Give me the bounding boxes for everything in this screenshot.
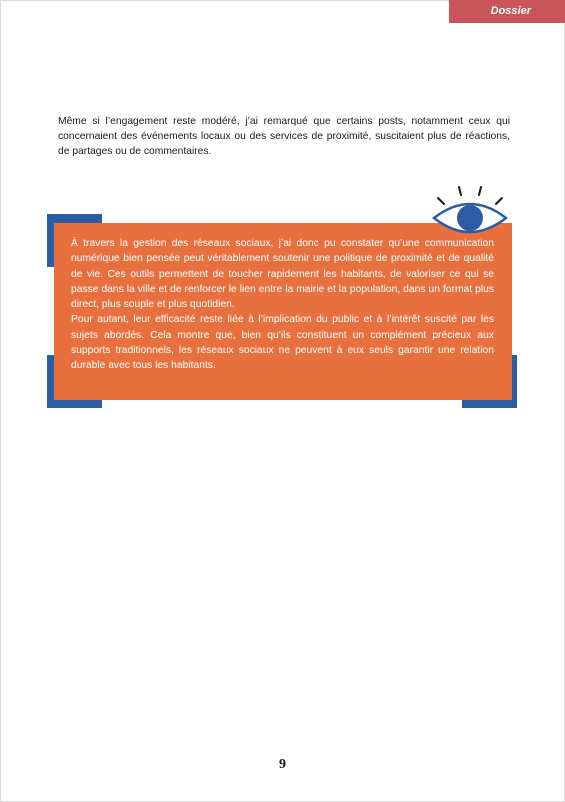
section-tab: Dossier <box>449 0 565 23</box>
highlight-paragraph-2: Pour autant, leur efficacité reste liée à l’implication du public et à l’intérêt suscité par les sujets abordés. Cela montre que, bien qu’ils constituent un complément précieux aux supports traditionnels, les réseaux sociaux ne peuvent à eux seuls garantir une relation durable avec tous les habitants. <box>71 314 494 372</box>
highlight-paragraph-1: À travers la gestion des réseaux sociaux, j’ai donc pu constater qu’une communication numérique bien pensée peut véritablement soutenir une politique de proximité et de qualité de vie. Ces outils permettent de toucher rapidement les habitants, de valoriser ce qui se passe dans la ville et de renforcer le lien entre la mairie et la population, dans un format plus direct, plus souple et plus quotidien. <box>71 238 494 311</box>
highlight-box <box>54 223 512 400</box>
eye-icon <box>432 184 508 238</box>
page-number: 9 <box>279 757 286 772</box>
intro-paragraph: Même si l’engagement reste modéré, j’ai remarqué que certains posts, notamment ceux qui concernaient des événements locaux ou des services de proximité, suscitaient plus de réactions, de partages ou de commentaires. <box>58 116 510 158</box>
